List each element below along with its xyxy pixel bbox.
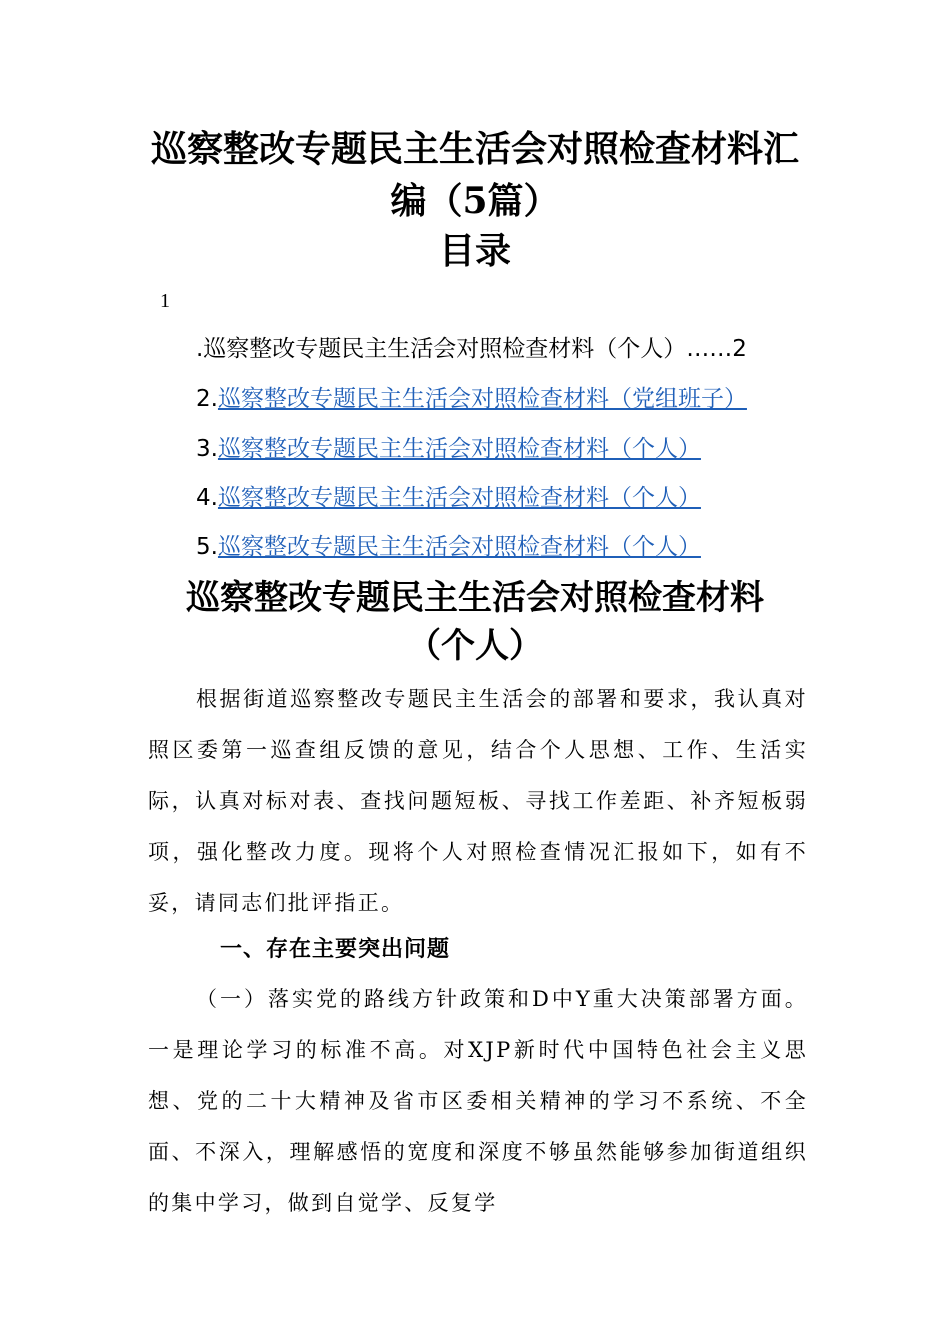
toc-item-4-link[interactable]: 巡察整改专题民主生活会对照检查材料（个人）: [217, 485, 701, 511]
toc-item-3-number: 3.: [196, 436, 218, 462]
toc-first-number: 1: [160, 290, 170, 312]
intro-paragraph: 根据街道巡察整改专题民主生活会的部署和要求，我认真对照区委第一巡查组反馈的意见，结合个人思想、工作、生活实际，认真对标对表、查找问题短板、寻找工作差距、补齐短板弱项，强化整改力度。现将个人对照检查情况汇报如下，如有不妥，请同志们批评指正。: [148, 687, 808, 915]
document-title-line1: 巡察整改专题民主生活会对照检查材料汇: [150, 128, 799, 170]
paragraph-block-1: [148, 974, 808, 1229]
toc-title: 目录: [438, 230, 511, 272]
toc-item-1-text: .巡察整改专题民主生活会对照检查材料（个人）……2: [196, 336, 747, 362]
intro-paragraph-block: [148, 674, 808, 929]
toc-item-5-number: 5.: [196, 534, 218, 560]
section-title-line2: （个人）: [407, 626, 543, 666]
toc-item-4[interactable]: [196, 485, 701, 513]
toc-item-1[interactable]: [196, 336, 747, 364]
document-title-line2: 编（5篇）: [390, 180, 560, 222]
toc-item-2[interactable]: [196, 386, 747, 414]
toc-item-3[interactable]: [196, 436, 701, 464]
toc-item-4-number: 4.: [196, 485, 218, 511]
toc-item-5-link[interactable]: 巡察整改专题民主生活会对照检查材料（个人）: [217, 534, 701, 560]
toc-item-3-link[interactable]: 巡察整改专题民主生活会对照检查材料（个人）: [217, 436, 701, 462]
section-heading-1: 一、存在主要突出问题: [220, 937, 451, 962]
toc-item-5[interactable]: [196, 534, 701, 562]
toc-item-2-link[interactable]: 巡察整改专题民主生活会对照检查材料（党组班子）: [217, 386, 747, 412]
paragraph-1: （一）落实党的路线方针政策和D中Y重大决策部署方面。一是理论学习的标准不高。对XJP新时代中国特色社会主义思想、党的二十大精神及省市区委相关精神的学习不系统、不全面、不深入，理解感悟的宽度和深度不够虽然能够参加街道组织的集中学习，做到自觉学、反复学: [148, 987, 808, 1215]
section-title-line1: 巡察整改专题民主生活会对照检查材料: [186, 578, 764, 618]
toc-item-2-number: 2.: [196, 386, 218, 412]
